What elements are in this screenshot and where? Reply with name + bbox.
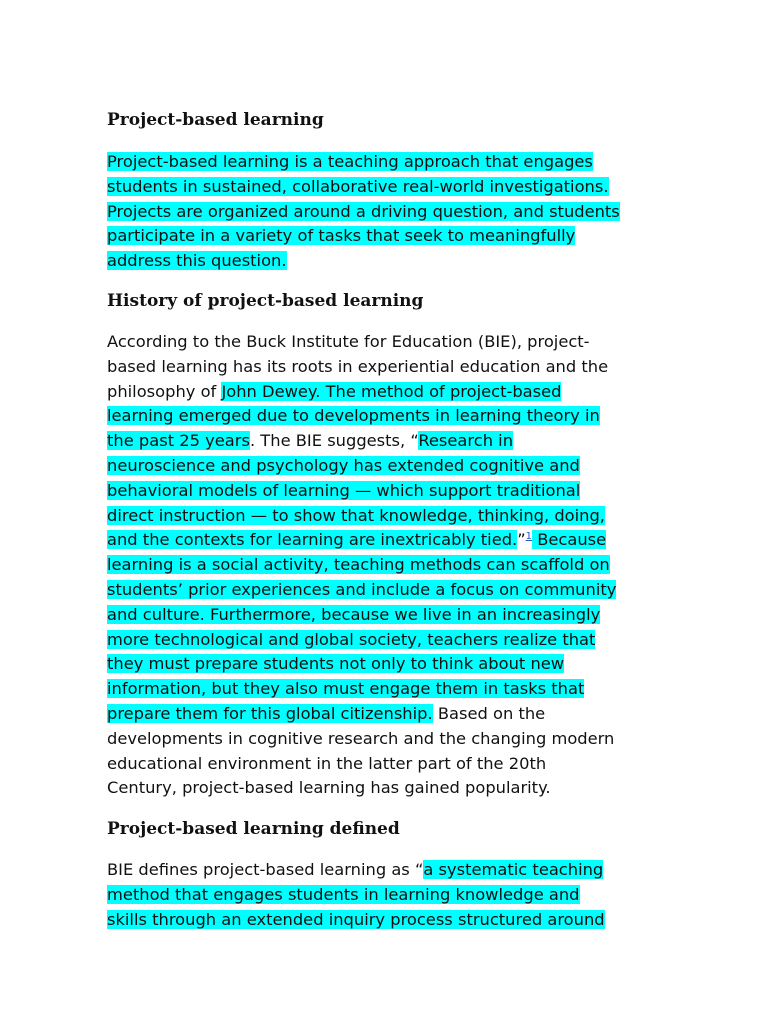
body-text: based learning has its roots in experiential education and the: [107, 356, 609, 376]
body-text: developments in cognitive research and the changing modern: [107, 728, 615, 748]
highlighted-text: skills through an extended inquiry process structured around: [107, 909, 605, 929]
highlighted-text: and the contexts for learning are inextricably tied.: [107, 530, 518, 550]
highlighted-text: John Dewey. The method of project-based: [221, 381, 562, 401]
highlighted-text: more technological and global society, teachers realize that: [107, 629, 596, 649]
highlighted-text: students in sustained, collaborative real-world investigations.: [107, 176, 609, 196]
highlighted-text: method that engages students in learning knowledge and: [107, 884, 580, 904]
highlighted-text: information, but they also must engage them in tasks that: [107, 679, 585, 699]
highlighted-text: students’ prior experiences and include a focus on community: [107, 579, 617, 599]
highlighted-text: participate in a variety of tasks that seek to meaningfully: [107, 226, 576, 246]
body-text: educational environment in the latter part of the 20th: [107, 753, 547, 773]
highlighted-text: Because: [532, 530, 607, 550]
highlighted-text: a systematic teaching: [423, 860, 604, 879]
body-text: Century, project-based learning has gained popularity.: [107, 778, 551, 798]
paragraph-definition: [107, 858, 667, 932]
highlighted-text: address this question.: [107, 251, 287, 271]
highlighted-text: they must prepare students not only to think about new: [107, 654, 565, 674]
highlighted-text: and culture. Furthermore, because we live in an increasingly: [107, 604, 601, 624]
highlighted-text: neuroscience and psychology has extended cognitive and: [107, 455, 580, 475]
highlighted-text: behavioral models of learning — which support traditional: [107, 480, 581, 500]
paragraph-history: [107, 330, 667, 801]
heading-defined: Project-based learning defined: [107, 819, 400, 839]
highlighted-text: prepare them for this global citizenship.: [107, 703, 433, 723]
highlighted-text: learning emerged due to developments in learning theory in: [107, 406, 600, 426]
highlighted-text: the past 25 years: [107, 431, 250, 451]
heading-project-based-learning: Project-based learning: [107, 110, 324, 130]
body-text: According to the Buck Institute for Education (BIE), project-: [107, 332, 590, 351]
highlighted-text: Projects are organized around a driving question, and students: [107, 201, 620, 221]
body-text: . The BIE suggests, “: [249, 431, 419, 451]
heading-history: History of project-based learning: [107, 291, 424, 311]
body-text: BIE defines project-based learning as “: [107, 860, 424, 879]
highlighted-text: direct instruction — to show that knowledge, thinking, doing,: [107, 505, 605, 525]
highlighted-text: Research in: [418, 431, 514, 451]
footnote-link[interactable]: 1: [525, 531, 533, 543]
body-text: Based on the: [432, 703, 546, 723]
body-text: philosophy of: [107, 381, 222, 401]
paragraph-intro: [107, 150, 667, 274]
body-text: ”: [517, 530, 526, 550]
highlighted-text: learning is a social activity, teaching methods can scaffold on: [107, 555, 610, 575]
highlighted-text: Project-based learning is a teaching approach that engages: [107, 152, 593, 171]
